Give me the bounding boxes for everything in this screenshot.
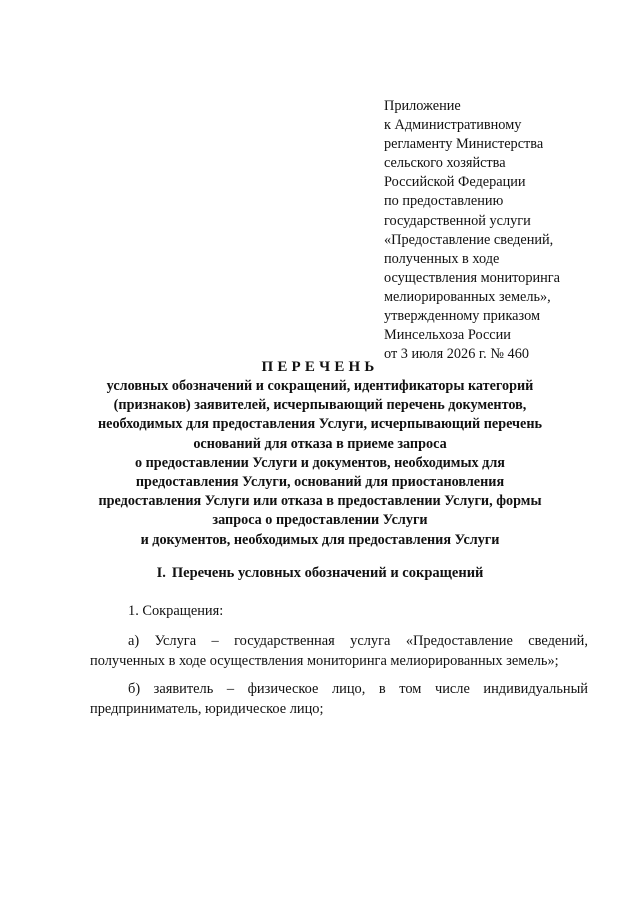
section-heading	[0, 563, 640, 583]
paragraph-line: предприниматель, юридическое лицо;	[90, 701, 324, 717]
heading-line: условных обозначений и сокращений, идентификаторы категорий	[106, 378, 534, 394]
appendix-line: к Административному	[384, 117, 522, 134]
paragraph-applicant-definition	[90, 679, 588, 719]
appendix-line: Приложение	[384, 98, 461, 114]
section-number: I.	[156, 565, 166, 581]
section-title-text: Перечень условных обозначений и сокращений	[171, 565, 484, 581]
heading-line: и документов, необходимых для предоставления Услуги	[140, 531, 500, 548]
paragraph-service-definition	[90, 631, 588, 671]
heading-line: предоставления Услуги или отказа в предоставлении Услуги, формы	[98, 493, 542, 510]
appendix-line: полученных в ходе	[384, 250, 500, 267]
appendix-line: по предоставлению	[384, 193, 504, 210]
document-heading	[60, 357, 580, 550]
appendix-block	[384, 97, 634, 364]
paragraph-abbreviations: 1. Сокращения:	[128, 603, 224, 619]
heading-line: о предоставлении Услуги и документов, необходимых для	[134, 454, 505, 471]
heading-line: запроса о предоставлении Услуги	[212, 512, 428, 529]
heading-line: оснований для отказа в приеме запроса	[193, 435, 447, 452]
appendix-line: утвержденному приказом	[384, 308, 541, 325]
appendix-line: сельского хозяйства	[384, 155, 506, 172]
heading-subtitle	[60, 377, 580, 550]
appendix-line: Российской Федерации	[384, 174, 526, 191]
heading-title: ПЕРЕЧЕНЬ	[261, 359, 379, 375]
appendix-line: от 3 июля 2026 г. № 460	[384, 346, 529, 363]
heading-line: предоставления Услуги, оснований для приостановления	[135, 474, 505, 491]
heading-line: (признаков) заявителей, исчерпывающий перечень документов,	[113, 397, 527, 414]
appendix-line: государственной услуги	[384, 212, 531, 229]
paragraph-line: б) заявитель – физическое лицо, в том числе индивидуальный	[128, 681, 588, 697]
appendix-line: осуществления мониторинга	[384, 269, 560, 286]
appendix-line: мелиорированных земель»,	[384, 288, 551, 305]
paragraph-line: а) Услуга – государственная услуга «Предоставление сведений,	[128, 633, 588, 649]
paragraph-line: полученных в ходе осуществления мониторинга мелиорированных земель»;	[90, 653, 559, 669]
appendix-line: «Предоставление сведений,	[384, 231, 554, 248]
heading-line: необходимых для предоставления Услуги, исчерпывающий перечень	[97, 416, 543, 433]
appendix-line: регламенту Министерства	[384, 136, 544, 153]
appendix-line: Минсельхоза России	[384, 327, 511, 344]
